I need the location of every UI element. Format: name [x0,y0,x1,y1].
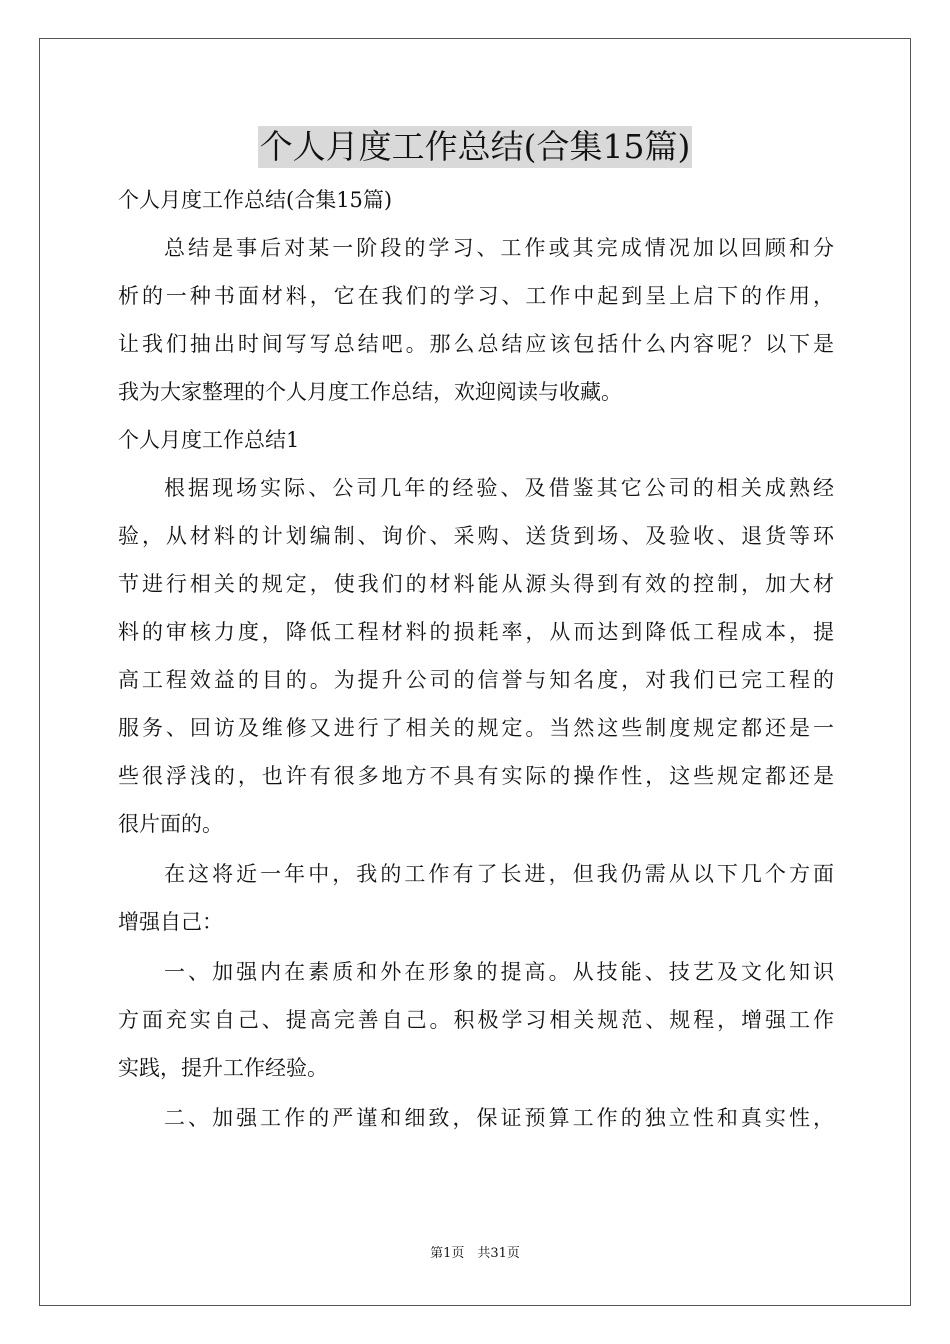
text-line: 根据现场实际、公司几年的经验、及借鉴其它公司的相关成熟经 [164,476,834,500]
text-line: 实践，提升工作经验。 [118,1056,328,1080]
text-line: 让我们抽出时间写写总结吧。那么总结应该包括什么内容呢？以下是 [118,332,834,356]
subtitle-line: 个人月度工作总结(合集15篇) [118,188,393,212]
section-heading: 个人月度工作总结1 [118,428,300,452]
text-line: 一、加强内在素质和外在形象的提高。从技能、技艺及文化知识 [164,960,834,984]
text-line: 验，从材料的计划编制、询价、采购、送货到场、及验收、退货等环 [118,524,834,548]
document-title: 个人月度工作总结(合集15篇) [259,127,691,166]
text-line: 些很浮浅的，也许有很多地方不具有实际的操作性，这些规定都还是 [118,764,834,788]
text-line: 料的审核力度，降低工程材料的损耗率，从而达到降低工程成本，提 [118,620,834,644]
text-line: 析的一种书面材料，它在我们的学习、工作中起到呈上启下的作用， [118,284,834,308]
text-line: 节进行相关的规定，使我们的材料能从源头得到有效的控制，加大材 [118,572,834,596]
text-line: 在这将近一年中，我的工作有了长进，但我仍需从以下几个方面 [164,862,834,886]
document-body [118,176,834,1142]
text-line: 方面充实自己、提高完善自己。积极学习相关规范、规程，增强工作 [118,1008,834,1032]
text-line: 很片面的。 [118,812,223,836]
text-line: 服务、回访及维修又进行了相关的规定。当然这些制度规定都还是一 [118,716,834,740]
page-footer: 第1页 共31页 [430,1246,520,1261]
text-line: 二、加强工作的严谨和细致，保证预算工作的独立性和真实性， [164,1106,834,1130]
text-line: 我为大家整理的个人月度工作总结，欢迎阅读与收藏。 [118,380,622,404]
text-line: 总结是事后对某一阶段的学习、工作或其完成情况加以回顾和分 [164,236,834,260]
text-line: 高工程效益的目的。为提升公司的信誉与知名度，对我们已完工程的 [118,668,834,692]
text-line: 增强自己： [118,910,223,934]
title-container [0,126,950,168]
